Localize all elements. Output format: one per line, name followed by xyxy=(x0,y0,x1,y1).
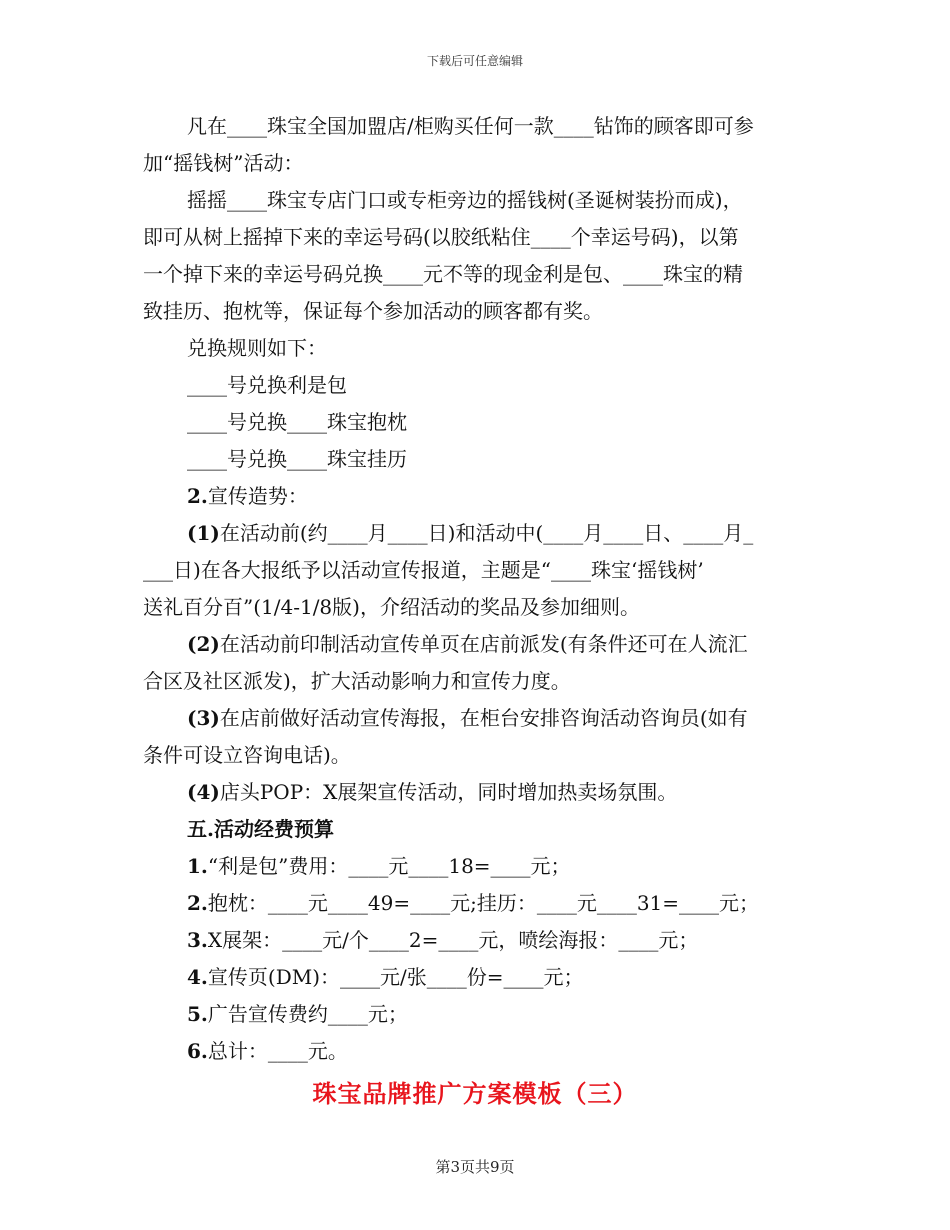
line-text: 广告宣传费约____元； xyxy=(207,1002,408,1026)
paragraph-line xyxy=(143,959,813,996)
paragraph-line xyxy=(143,589,813,626)
paragraph-line xyxy=(143,219,813,256)
list-number: 2. xyxy=(187,891,208,915)
document-body xyxy=(143,108,813,1070)
list-number: 6. xyxy=(187,1039,208,1063)
paragraph-line xyxy=(143,293,813,330)
list-number: 3. xyxy=(187,928,208,952)
line-text: ___日)在各大报纸予以活动宣传报道，主题是“____珠宝‘摇钱树’ xyxy=(143,558,704,582)
line-text: ____号兑换____珠宝抱枕 xyxy=(187,410,407,434)
list-number: (4) xyxy=(187,780,220,804)
list-number: (1) xyxy=(187,521,220,545)
line-text: 条件可设立咨询电话)。 xyxy=(143,743,351,767)
line-text: 在活动前(约____月____日)和活动中(____月____日、____月_ xyxy=(219,521,754,545)
line-text: 五.活动经费预算 xyxy=(187,817,334,841)
paragraph-line xyxy=(143,404,813,441)
paragraph-line xyxy=(143,145,813,182)
list-number: (3) xyxy=(187,706,220,730)
line-text: 摇摇____珠宝专店门口或专柜旁边的摇钱树(圣诞树装扮而成)， xyxy=(187,188,743,212)
line-text: 总计：____元。 xyxy=(207,1039,348,1063)
line-text: 兑换规则如下： xyxy=(187,336,327,360)
paragraph-line xyxy=(143,108,813,145)
section-heading xyxy=(143,811,813,848)
line-text: 店头POP：X展架宣传活动，同时增加热卖场氛围。 xyxy=(219,780,678,804)
paragraph-line xyxy=(143,478,813,515)
line-text: 在店前做好活动宣传海报，在柜台安排咨询活动咨询员(如有 xyxy=(219,706,748,730)
line-text: ____号兑换利是包 xyxy=(187,373,347,397)
paragraph-line xyxy=(143,330,813,367)
paragraph-line xyxy=(143,737,813,774)
list-number: 4. xyxy=(187,965,208,989)
line-text: 合区及社区派发)，扩大活动影响力和宣传力度。 xyxy=(143,669,571,693)
line-text: 在活动前印制活动宣传单页在店前派发(有条件还可在人流汇 xyxy=(219,632,748,656)
paragraph-line xyxy=(143,663,813,700)
line-text: 宣传造势： xyxy=(207,484,308,508)
paragraph-line xyxy=(143,367,813,404)
paragraph-line xyxy=(143,700,813,737)
line-text: 送礼百分百”(1/4-1/8版)，介绍活动的奖品及参加细则。 xyxy=(143,595,640,619)
paragraph-line xyxy=(143,441,813,478)
list-number: (2) xyxy=(187,632,220,656)
line-text: “利是包”费用：____元____18=____元； xyxy=(207,854,571,878)
list-number: 2. xyxy=(187,484,208,508)
line-text: 加“摇钱树”活动： xyxy=(143,151,304,175)
paragraph-line xyxy=(143,922,813,959)
list-number: 5. xyxy=(187,1002,208,1026)
paragraph-line xyxy=(143,515,813,552)
paragraph-line xyxy=(143,182,813,219)
paragraph-line xyxy=(143,552,813,589)
page-footer: 第3页共9页 xyxy=(435,1158,515,1176)
section-title: 珠宝品牌推广方案模板（三） xyxy=(312,1079,638,1108)
paragraph-line xyxy=(143,1033,813,1070)
list-number: 1. xyxy=(187,854,208,878)
paragraph-line xyxy=(143,996,813,1033)
line-text: 即可从树上摇掉下来的幸运号码(以胶纸粘住____个幸运号码)，以第 xyxy=(143,225,739,249)
line-text: 宣传页(DM)：____元/张____份=____元； xyxy=(207,965,584,989)
line-text: 凡在____珠宝全国加盟店/柜购买任何一款____钻饰的顾客即可参 xyxy=(187,114,754,138)
paragraph-line xyxy=(143,774,813,811)
paragraph-line xyxy=(143,626,813,663)
line-text: X展架：____元/个____2=____元，喷绘海报：____元； xyxy=(207,928,699,952)
line-text: ____号兑换____珠宝挂历 xyxy=(187,447,407,471)
line-text: 抱枕：____元____49=____元;挂历：____元____31=____元； xyxy=(207,891,760,915)
line-text: 一个掉下来的幸运号码兑换____元不等的现金利是包、____珠宝的精 xyxy=(143,262,743,286)
paragraph-line xyxy=(143,256,813,293)
paragraph-line xyxy=(143,848,813,885)
page-header: 下载后可任意编辑 xyxy=(426,54,523,68)
paragraph-line xyxy=(143,885,813,922)
line-text: 致挂历、抱枕等，保证每个参加活动的顾客都有奖。 xyxy=(143,299,603,323)
